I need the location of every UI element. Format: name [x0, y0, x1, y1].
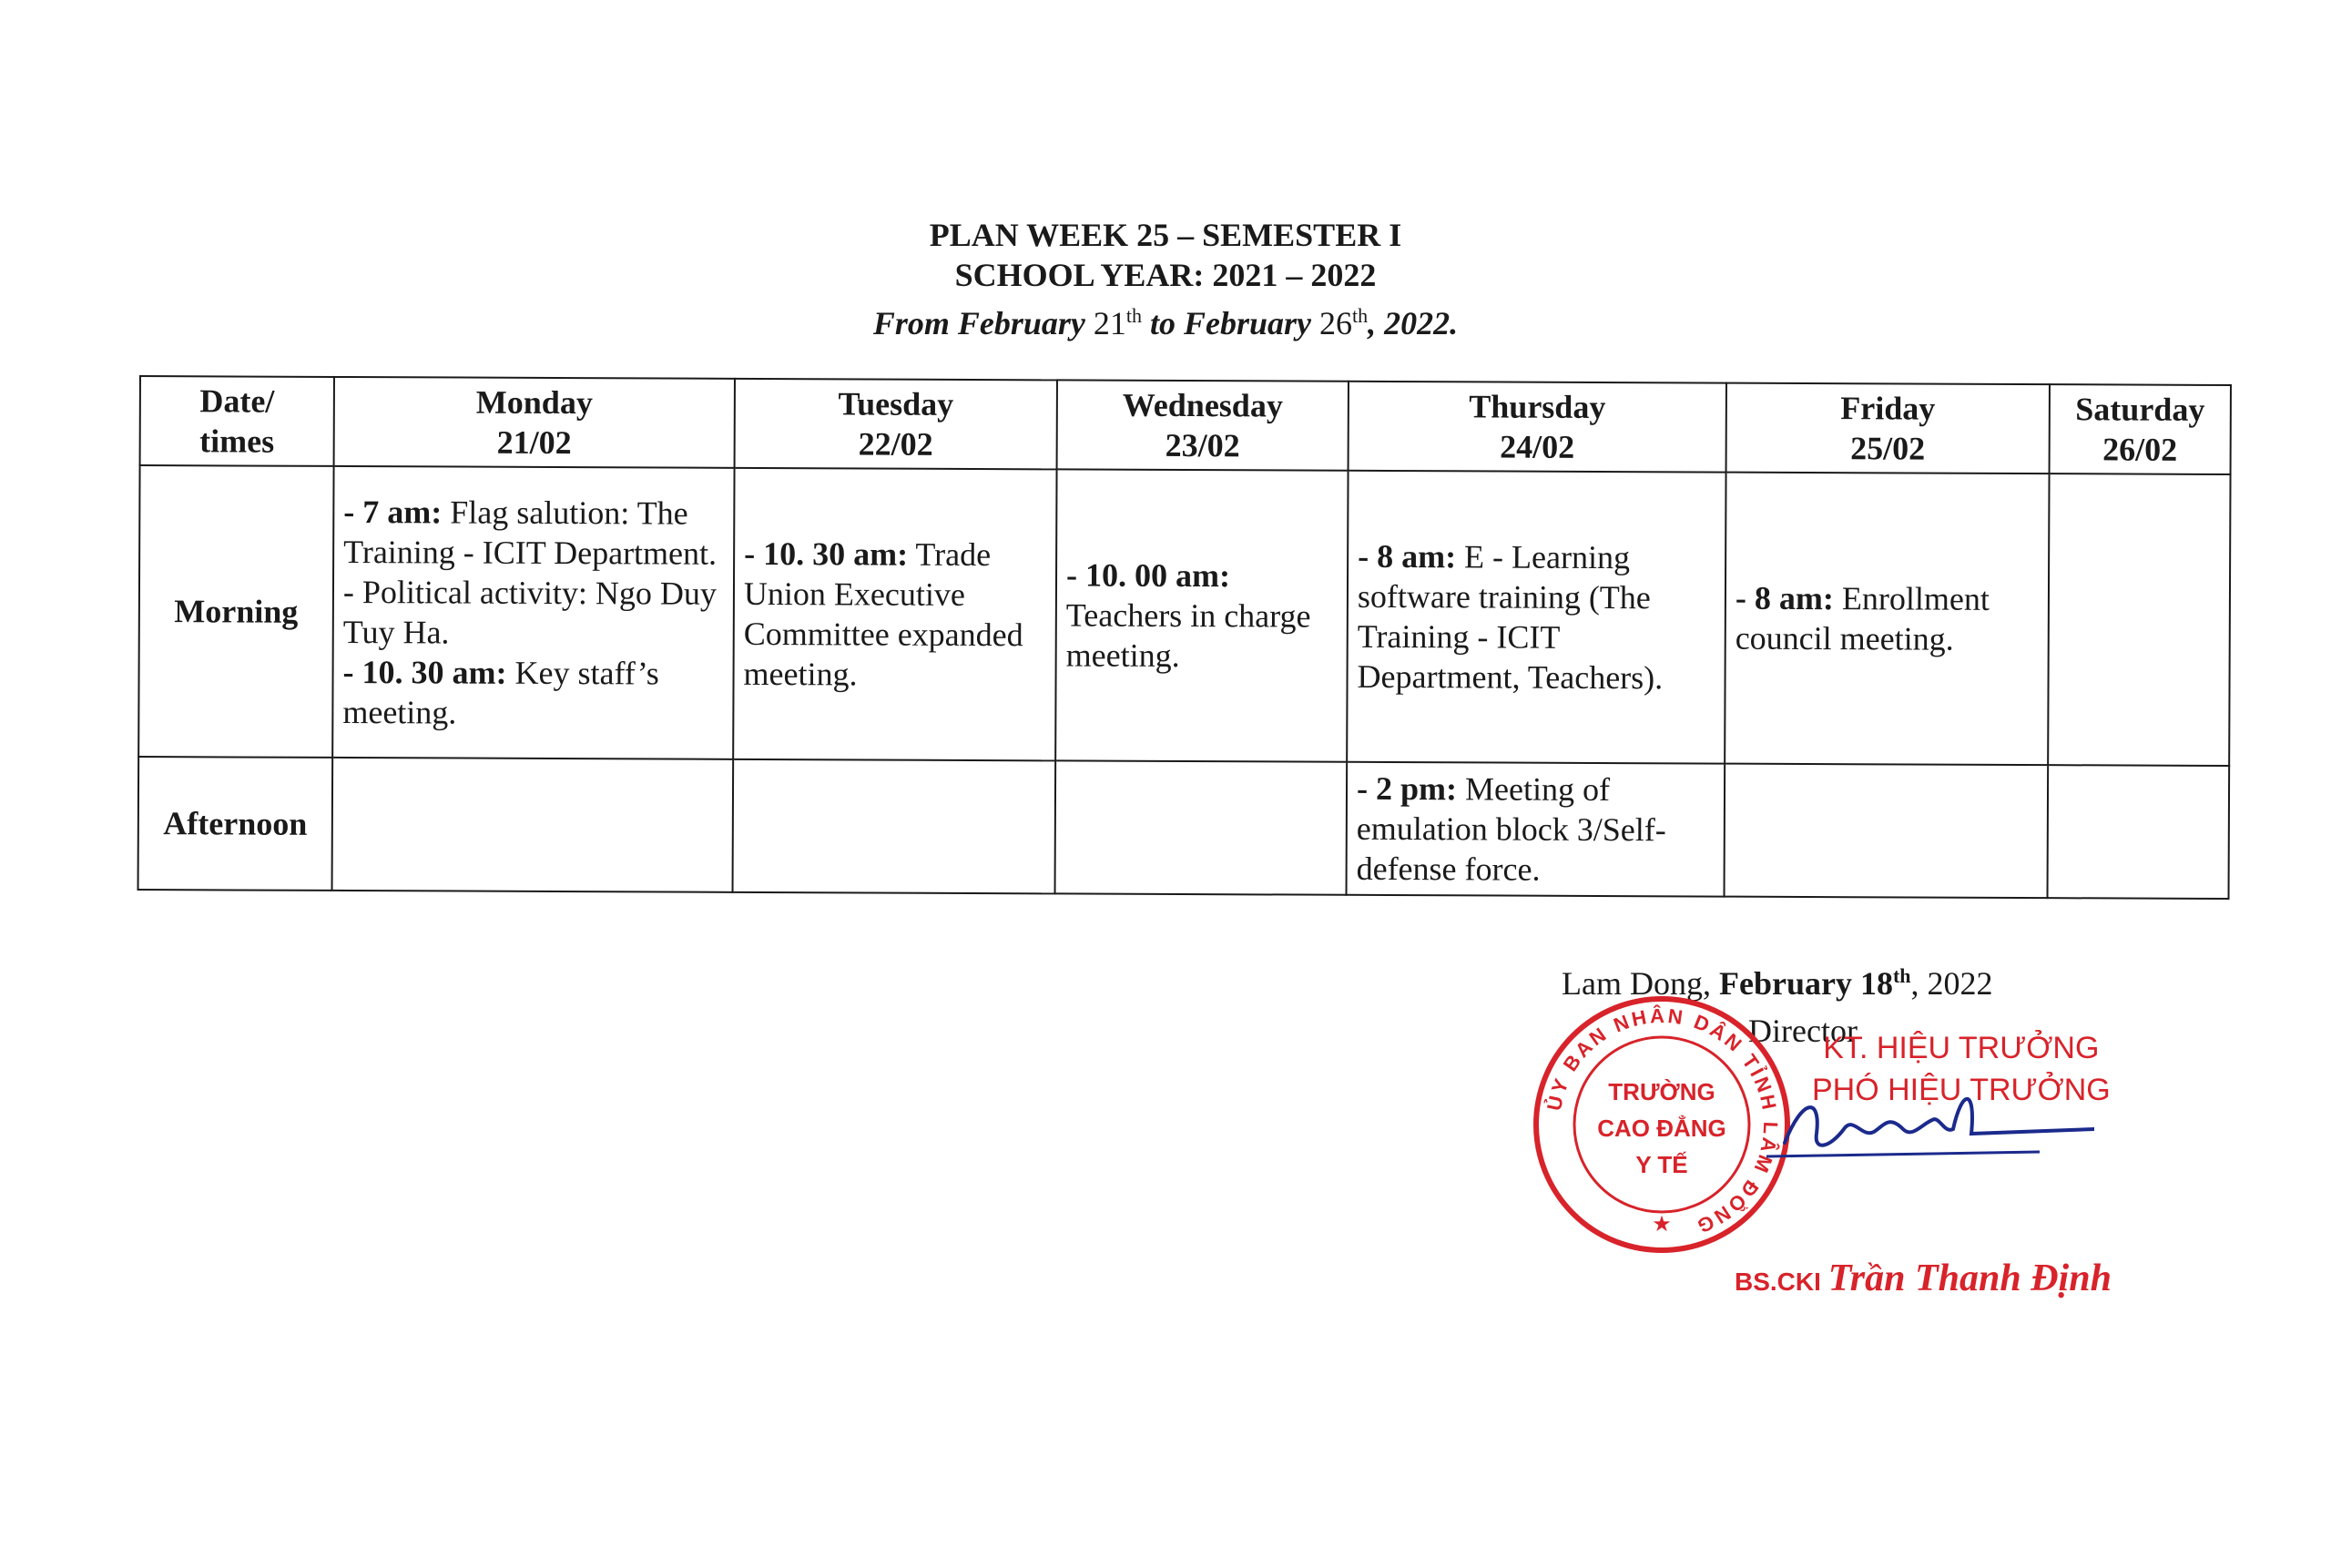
cell-tuesday-morning: [733, 468, 1056, 761]
schedule-entry: - 8 am: E - Learning software training (The Training - ICIT Department, Teachers).: [1357, 537, 1664, 697]
table-header-row: [140, 376, 2231, 474]
row-label-morning: Morning: [138, 465, 333, 758]
schedule-entry: - Political activity: Ngo Duy Tuy Ha.: [342, 573, 718, 651]
schedule-entry: - 8 am: Enrollment council meeting.: [1735, 579, 1990, 657]
signer-name: BS.CKI Trần Thanh Định: [1735, 1257, 2112, 1299]
day-header-thursday: Thursday 24/02: [1349, 382, 1726, 473]
director-title: Director: [1748, 1013, 1858, 1049]
day-header-monday: Monday 21/02: [334, 377, 735, 468]
cell-saturday-afternoon: [2048, 765, 2230, 899]
seal-ring-text: ỦY BAN NHÂN DÂN TỈNH LÂM ĐỒNG: [1542, 1003, 1783, 1239]
deputy-line-1: KT. HIỆU TRƯỞNG: [1823, 1031, 2100, 1065]
place-date-line: Lam Dong, February 18th, 2022: [1562, 964, 1993, 1002]
official-seal-stamp: [1530, 993, 1794, 1257]
seal-star-icon: ★: [1652, 1213, 1672, 1237]
document-heading: [0, 215, 2331, 344]
cell-wednesday-morning: [1055, 469, 1348, 761]
cell-monday-morning: [332, 466, 734, 759]
schedule-entry: - 7 am: Flag salution: The Training - ICIT Department.: [343, 493, 718, 572]
cell-tuesday-afternoon: [733, 759, 1056, 894]
cell-monday-afternoon: [332, 758, 734, 892]
day-header-wednesday: Wednesday 23/02: [1057, 380, 1349, 470]
seal-center-line3: Y TẾ: [1635, 1151, 1688, 1178]
corner-header: Date/ times: [140, 376, 334, 466]
table-row-afternoon: [138, 757, 2230, 899]
cell-wednesday-afternoon: [1055, 760, 1348, 894]
school-year: SCHOOL YEAR: 2021 – 2022: [954, 257, 1377, 293]
cell-friday-afternoon: [1725, 764, 2049, 899]
schedule-entry: - 2 pm: Meeting of emulation block 3/Self-defense force.: [1356, 769, 1666, 888]
schedule-entry: - 10. 00 am: Teachers in charge meeting.: [1065, 556, 1311, 674]
date-range: From February 21th to February 26th, 2022.: [872, 304, 1459, 341]
handwritten-signature: [1766, 1079, 2094, 1179]
row-label-afternoon: Afternoon: [138, 757, 333, 891]
weekly-plan-table: [137, 375, 2232, 900]
deputy-line-2: PHÓ HIỆU TRƯỞNG: [1812, 1073, 2111, 1107]
schedule-entry: - 10. 30 am: Key staff’s meeting.: [342, 653, 659, 731]
cell-thursday-afternoon: [1347, 762, 1725, 897]
cell-thursday-morning: [1347, 471, 1725, 764]
schedule-entry: - 10. 30 am: Trade Union Executive Committee expanded meeting.: [743, 535, 1023, 693]
seal-center-line1: TRƯỜNG: [1608, 1078, 1715, 1105]
day-header-saturday: Saturday 26/02: [2050, 384, 2231, 474]
day-header-tuesday: Tuesday 22/02: [735, 379, 1057, 470]
cell-saturday-morning: [2048, 473, 2230, 766]
seal-center-line2: CAO ĐẲNG: [1597, 1115, 1726, 1142]
plan-title: PLAN WEEK 25 – SEMESTER I: [929, 217, 1402, 253]
table-row-morning: [138, 465, 2230, 766]
cell-friday-morning: [1725, 473, 2049, 766]
day-header-friday: Friday 25/02: [1726, 383, 2050, 474]
